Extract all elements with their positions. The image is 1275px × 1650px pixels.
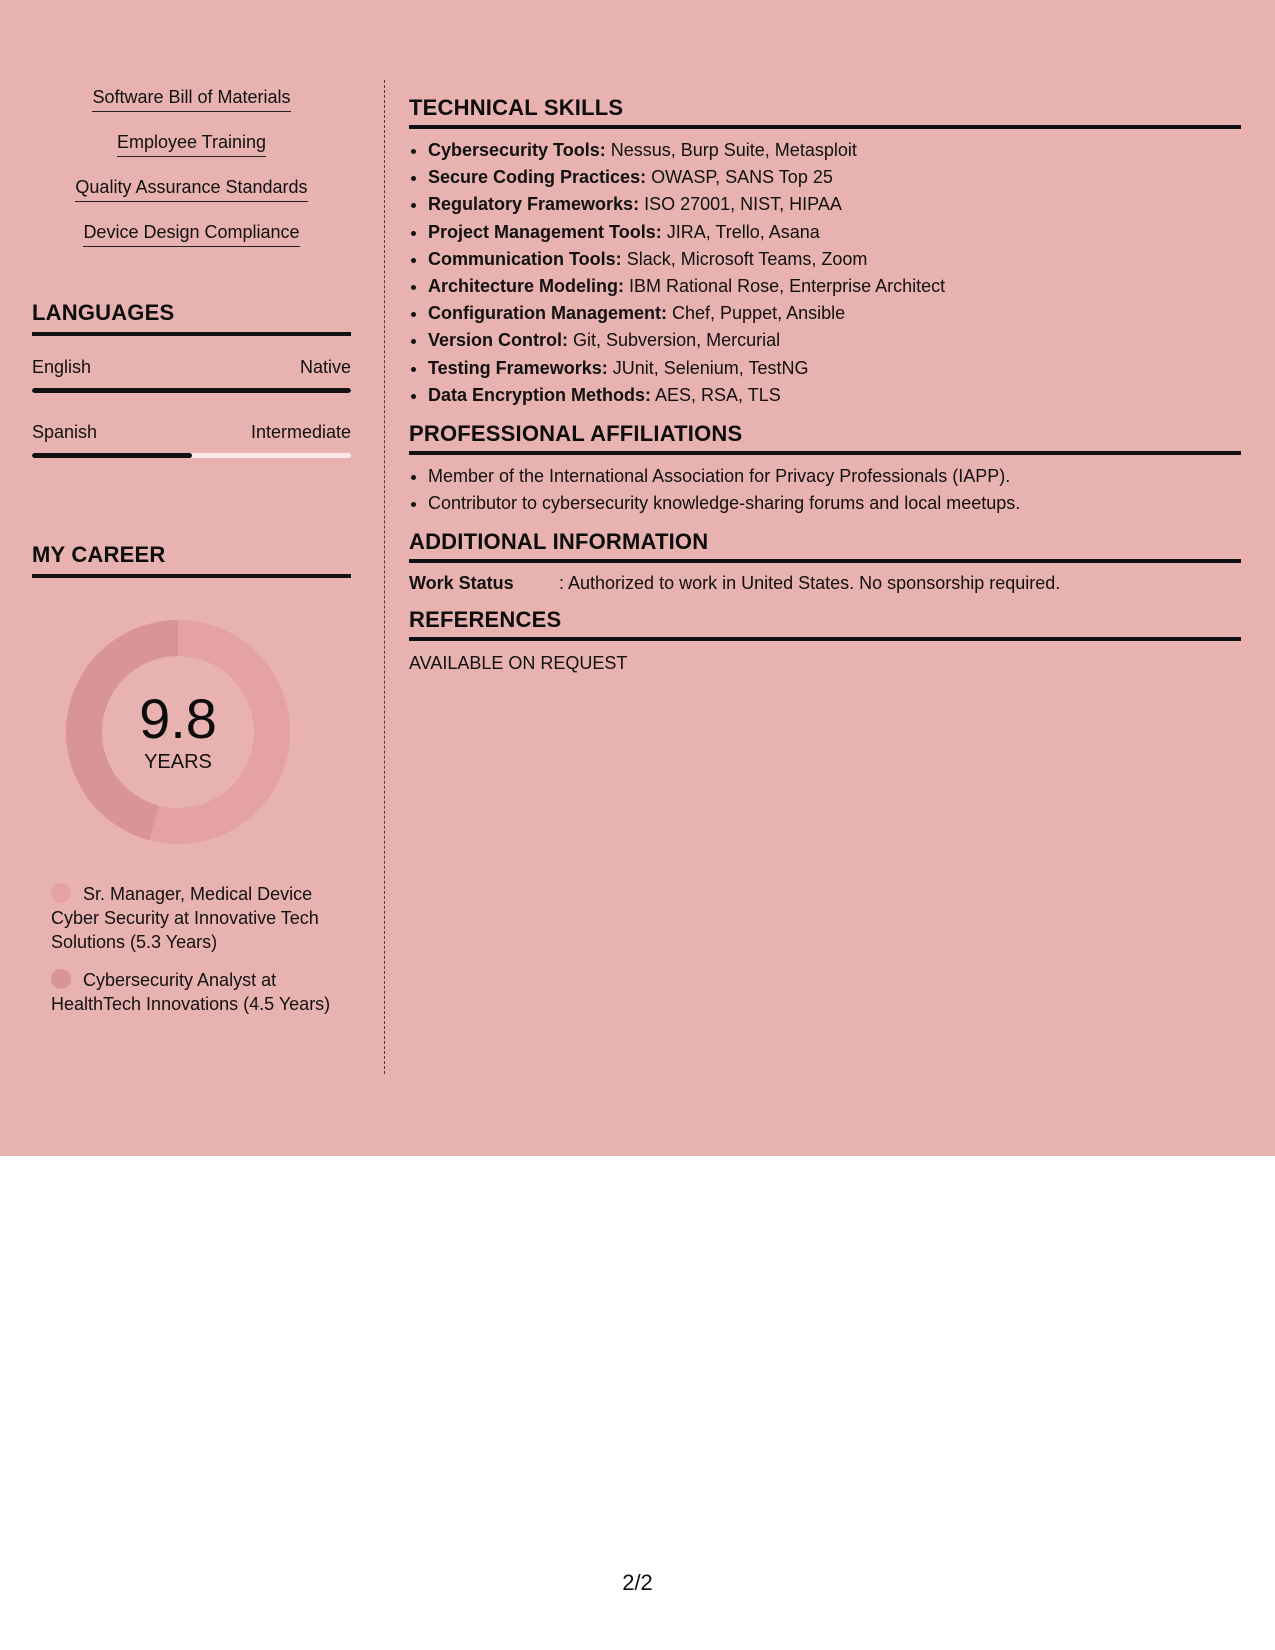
work-status-label: Work Status bbox=[409, 573, 514, 594]
list-item bbox=[428, 137, 1241, 164]
skill-tags bbox=[32, 86, 351, 266]
skill-tag: Quality Assurance Standards bbox=[75, 176, 307, 202]
skill-value: Chef, Puppet, Ansible bbox=[672, 303, 846, 324]
right-column bbox=[409, 95, 1241, 687]
skill-value: AES, RSA, TLS bbox=[655, 384, 781, 405]
career-total-years: 9.8 bbox=[139, 687, 217, 750]
donut-center bbox=[66, 620, 290, 844]
language-row bbox=[32, 421, 351, 458]
skill-value: ISO 27001, NIST, HIPAA bbox=[644, 194, 842, 215]
list-item bbox=[428, 300, 1241, 327]
list-item bbox=[428, 382, 1241, 409]
list-item bbox=[428, 327, 1241, 354]
languages-heading: LANGUAGES bbox=[32, 300, 351, 336]
skill-tag: Device Design Compliance bbox=[83, 221, 299, 247]
skill-value: JIRA, Trello, Asana bbox=[666, 221, 820, 242]
language-bar bbox=[32, 388, 351, 393]
language-row bbox=[32, 356, 351, 393]
career-section bbox=[32, 542, 351, 1014]
skill-label: Communication Tools: bbox=[428, 248, 622, 269]
skill-label: Version Control: bbox=[428, 330, 569, 351]
career-legend-item bbox=[51, 968, 331, 1016]
references-text: AVAILABLE ON REQUEST bbox=[409, 653, 628, 674]
skill-value: OWASP, SANS Top 25 bbox=[651, 167, 833, 188]
list-item bbox=[428, 355, 1241, 382]
list-item: • Member of the International Association for Privacy Professionals (IAPP). bbox=[428, 463, 1241, 490]
list-item bbox=[428, 219, 1241, 246]
language-bar bbox=[32, 453, 351, 458]
skill-label: Secure Coding Practices: bbox=[428, 167, 647, 188]
skill-value: JUnit, Selenium, TestNG bbox=[612, 357, 809, 378]
skill-label: Project Management Tools: bbox=[428, 221, 662, 242]
career-role-label: Sr. Manager, Medical Device Cyber Security at Innovative Tech Solutions (5.3 Years) bbox=[51, 884, 319, 952]
affiliations-section bbox=[409, 421, 1241, 517]
skill-label: Configuration Management: bbox=[428, 303, 667, 324]
career-donut bbox=[66, 620, 290, 844]
skill-value: Nessus, Burp Suite, Metasploit bbox=[610, 140, 857, 160]
skill-label: Data Encryption Methods: bbox=[428, 384, 652, 405]
affiliations-heading: PROFESSIONAL AFFILIATIONS bbox=[409, 421, 1241, 455]
additional-info-heading: ADDITIONAL INFORMATION bbox=[409, 529, 1241, 563]
references-section bbox=[409, 607, 1241, 675]
page-number: 2/2 bbox=[622, 1570, 653, 1595]
technical-skills-list bbox=[409, 137, 1241, 409]
list-item bbox=[428, 246, 1241, 273]
skill-label: Testing Frameworks: bbox=[428, 357, 608, 378]
technical-skills-heading: TECHNICAL SKILLS bbox=[409, 95, 1241, 129]
language-name: English bbox=[32, 357, 92, 377]
skill-label: Architecture Modeling: bbox=[428, 276, 625, 297]
language-name: Spanish bbox=[32, 422, 98, 442]
skill-label: Regulatory Frameworks: bbox=[428, 194, 640, 215]
skill-value: IBM Rational Rose, Enterprise Architect bbox=[629, 276, 946, 297]
skill-value: Git, Subversion, Mercurial bbox=[573, 330, 781, 351]
skill-label: Cybersecurity Tools: bbox=[428, 140, 606, 160]
language-level: Intermediate bbox=[250, 422, 351, 442]
language-level: Native bbox=[299, 357, 351, 377]
career-legend bbox=[51, 882, 331, 1030]
language-bar-fill bbox=[32, 388, 351, 393]
language-bar-fill bbox=[32, 453, 192, 458]
additional-info-section bbox=[409, 529, 1241, 595]
career-heading: MY CAREER bbox=[32, 542, 351, 578]
skill-value: Slack, Microsoft Teams, Zoom bbox=[626, 248, 868, 269]
list-item bbox=[428, 273, 1241, 300]
career-total-unit: YEARS bbox=[144, 751, 212, 773]
legend-dot bbox=[51, 883, 71, 903]
list-item: • Contributor to cybersecurity knowledge-sharing forums and local meetups. bbox=[428, 490, 1241, 517]
list-item bbox=[428, 191, 1241, 218]
career-legend-item bbox=[51, 882, 331, 954]
skill-tag: Employee Training bbox=[117, 131, 266, 157]
career-role-label: Cybersecurity Analyst at HealthTech Innovations (4.5 Years) bbox=[51, 970, 331, 1014]
affiliations-list bbox=[409, 463, 1241, 517]
technical-skills-section bbox=[409, 95, 1241, 409]
references-heading: REFERENCES bbox=[409, 607, 1241, 641]
skill-tag: Software Bill of Materials bbox=[92, 86, 290, 112]
column-divider bbox=[384, 80, 385, 1074]
languages-section bbox=[32, 300, 351, 458]
legend-dot bbox=[51, 969, 71, 989]
list-item bbox=[428, 164, 1241, 191]
work-status-row bbox=[409, 571, 1241, 595]
work-status-value: : Authorized to work in United States. No sponsorship required. bbox=[559, 573, 1061, 594]
